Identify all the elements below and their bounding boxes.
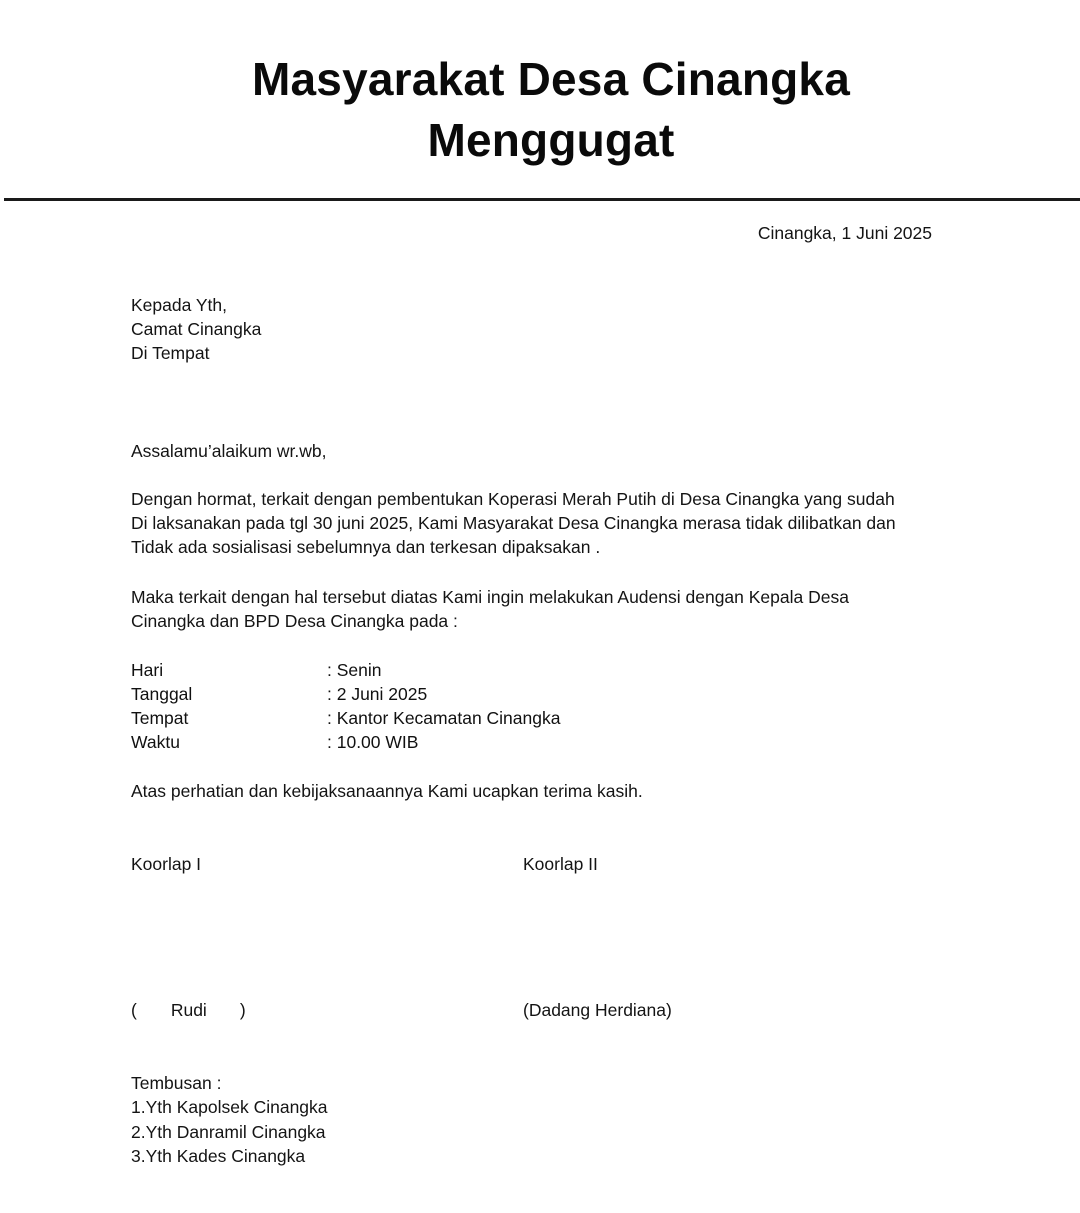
header-divider	[4, 198, 1080, 201]
greeting: Assalamu’alaikum wr.wb,	[131, 441, 327, 461]
open-paren: (	[131, 1000, 137, 1020]
schedule-value: : Kantor Kecamatan Cinangka	[327, 708, 561, 728]
title-line-1: Masyarakat Desa Cinangka	[252, 53, 850, 105]
paragraph-1-line-3: Tidak ada sosialisasi sebelumnya dan terkesan dipaksakan .	[131, 537, 601, 557]
recipient-line-1: Kepada Yth,	[131, 295, 228, 315]
title-line-2: Menggugat	[427, 114, 675, 166]
cc-item: 3.Yth Kades Cinangka	[131, 1146, 306, 1166]
recipient-line-3: Di Tempat	[131, 343, 210, 363]
cc-item: 2.Yth Danramil Cinangka	[131, 1122, 326, 1142]
letter-title	[0, 49, 1080, 171]
paragraph-2-line-1: Maka terkait dengan hal tersebut diatas Kami ingin melakukan Audensi dengan Kepala Desa	[131, 587, 849, 607]
signatory-right-role: Koorlap II	[523, 854, 598, 874]
cc-heading: Tembusan :	[131, 1073, 222, 1093]
schedule-label: Tempat	[131, 708, 189, 728]
closing-sentence: Atas perhatian dan kebijaksanaannya Kami ucapkan terima kasih.	[131, 781, 643, 801]
signatory-right-name: (Dadang Herdiana)	[523, 1000, 672, 1020]
schedule-value: : Senin	[327, 660, 382, 680]
close-paren: )	[239, 1000, 246, 1020]
schedule-label: Tanggal	[131, 684, 193, 704]
signatory-left-name: Rudi	[170, 1000, 207, 1020]
paragraph-2-line-2: Cinangka dan BPD Desa Cinangka pada :	[131, 611, 458, 631]
schedule-label: Waktu	[131, 732, 180, 752]
paragraph-1-line-1: Dengan hormat, terkait dengan pembentukan Koperasi Merah Putih di Desa Cinangka yang sudah	[131, 489, 895, 509]
place-date: Cinangka, 1 Juni 2025	[757, 223, 932, 243]
signatory-left-role: Koorlap I	[131, 854, 202, 874]
schedule-label: Hari	[131, 660, 164, 680]
schedule-value: : 10.00 WIB	[327, 732, 419, 752]
signatory-left-name-block	[131, 998, 246, 1022]
paragraph-1-line-2: Di laksanakan pada tgl 30 juni 2025, Kami Masyarakat Desa Cinangka merasa tidak dilibatkan dan	[131, 513, 896, 533]
cc-item: 1.Yth Kapolsek Cinangka	[131, 1097, 328, 1117]
schedule-value: : 2 Juni 2025	[327, 684, 428, 704]
recipient-line-2: Camat Cinangka	[131, 319, 262, 339]
